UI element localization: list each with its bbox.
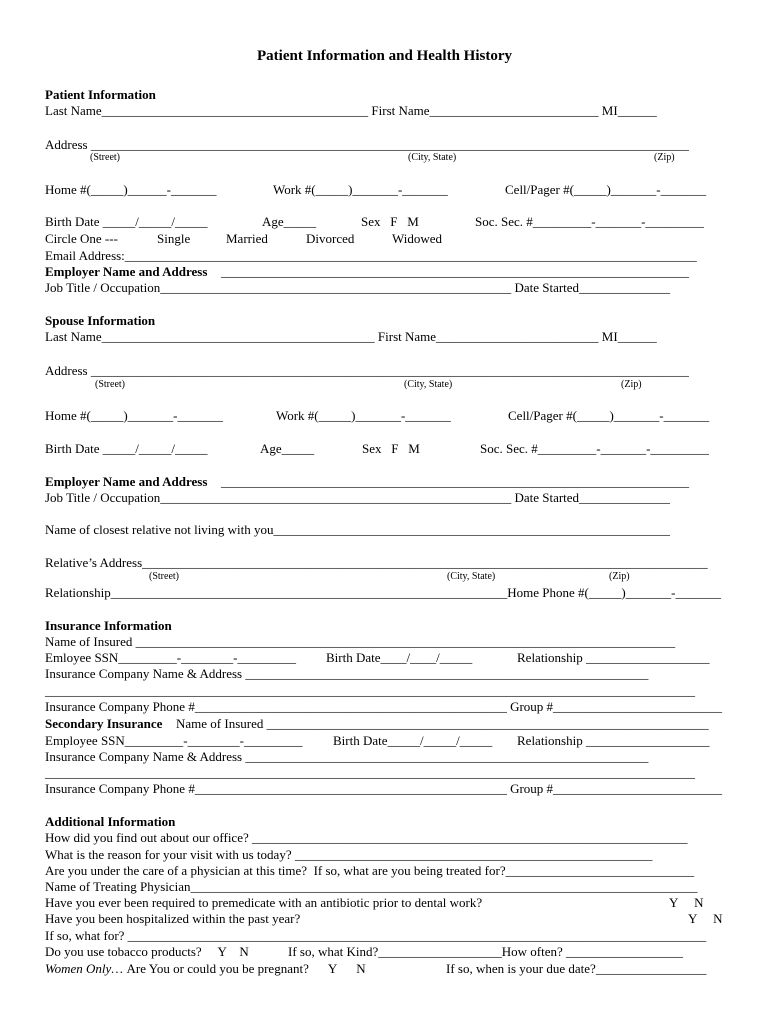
patient-name-line: Last Name_________________________________________ First Name__________________________ MI______ <box>45 103 657 118</box>
relative-street-label: (Street) <box>149 571 179 582</box>
form-title: Patient Information and Health History <box>257 48 512 64</box>
relative-city-label: (City, State) <box>447 571 496 582</box>
spouse-address-line: Address ____________________________________________________________________________________________ <box>45 363 689 378</box>
spouse-zip-label: (Zip) <box>621 379 642 390</box>
tobacco-kind-line: If so, what Kind?___________________How often? __________________ <box>288 944 684 959</box>
insured-name-line: Name of Insured ___________________________________________________________________________________ <box>45 634 676 649</box>
secondary-insured-line: Name of Insured ____________________________________________________________________ <box>176 716 709 731</box>
patient-email: Email Address:________________________________________________________________________________________ <box>45 248 697 263</box>
marital-divorced: Divorced <box>306 231 355 246</box>
hospitalized-reason-line: If so, what for? _________________________________________________________________________________________ <box>45 928 707 943</box>
relative-zip-label: (Zip) <box>609 571 630 582</box>
spouse-employer-line: ________________________________________________________________________ <box>221 474 689 489</box>
visit-reason-question: What is the reason for your visit with us today? _______________________________________________________ <box>45 847 653 862</box>
patient-cell-phone: Cell/Pager #(_____)_______-_______ <box>505 182 707 197</box>
women-only-label: Women Only… <box>45 961 123 976</box>
spouse-name-line: Last Name__________________________________________ First Name_________________________ MI______ <box>45 329 657 344</box>
due-date-line: If so, when is your due date?_________________ <box>446 961 707 976</box>
spouse-job-title: Job Title / Occupation______________________________________________________ Date Started______________ <box>45 490 671 505</box>
marital-married: Married <box>226 231 268 246</box>
pregnant-question: Are You or could you be pregnant? Y N <box>124 961 366 976</box>
patient-ssn: Soc. Sec. #_________-_______-_________ <box>475 214 704 229</box>
spouse-home-phone: Home #(_____)_______-_______ <box>45 408 224 423</box>
premedicate-yes-no: Y N <box>669 895 704 910</box>
patient-city-label: (City, State) <box>408 152 457 163</box>
secondary-blank-line: ____________________________________________________________________________________________________ <box>45 765 695 780</box>
patient-heading: Patient Information <box>45 87 156 102</box>
insured-relationship: Relationship ___________________ <box>517 650 710 665</box>
spouse-work-phone: Work #(_____)_______-_______ <box>276 408 451 423</box>
secondary-phone-line: Insurance Company Phone #________________________________________________ Group #__________________________ <box>45 781 723 796</box>
patient-home-phone: Home #(_____)______-_______ <box>45 182 217 197</box>
treating-physician-line: Name of Treating Physician______________________________________________________________________________ <box>45 879 698 894</box>
spouse-cell-phone: Cell/Pager #(_____)_______-_______ <box>508 408 710 423</box>
patient-age: Age_____ <box>262 214 317 229</box>
find-office-question: How did you find out about our office? ___________________________________________________________________ <box>45 830 688 845</box>
secondary-employee-ssn: Employee SSN_________-________-_________ <box>45 733 303 748</box>
insurance-company-line: Insurance Company Name & Address ______________________________________________________________ <box>45 666 649 681</box>
insured-birth-date: Birth Date____/____/_____ <box>326 650 473 665</box>
patient-employer-label: Employer Name and Address <box>45 264 208 279</box>
marital-widowed: Widowed <box>392 231 443 246</box>
spouse-employer-label: Employer Name and Address <box>45 474 208 489</box>
secondary-relationship: Relationship ___________________ <box>517 733 710 748</box>
spouse-age: Age_____ <box>260 441 315 456</box>
spouse-street-label: (Street) <box>95 379 125 390</box>
tobacco-question: Do you use tobacco products? Y N <box>45 944 249 959</box>
patient-work-phone: Work #(_____)_______-_______ <box>273 182 448 197</box>
spouse-birth-date: Birth Date _____/_____/_____ <box>45 441 208 456</box>
secondary-company-line: Insurance Company Name & Address ______________________________________________________________ <box>45 749 649 764</box>
hospitalized-yes-no: Y N <box>688 911 723 926</box>
spouse-sex: Sex F M <box>362 441 420 456</box>
additional-heading: Additional Information <box>45 814 176 829</box>
patient-sex: Sex F M <box>361 214 419 229</box>
patient-address-line: Address ____________________________________________________________________________________________ <box>45 137 689 152</box>
secondary-birth-date: Birth Date_____/_____/_____ <box>333 733 493 748</box>
relative-address-line: Relative’s Address_______________________________________________________________________________________ <box>45 555 708 570</box>
patient-job-title: Job Title / Occupation______________________________________________________ Date Started______________ <box>45 280 671 295</box>
secondary-insurance-label: Secondary Insurance <box>45 716 163 731</box>
insurance-heading: Insurance Information <box>45 618 172 633</box>
physician-care-question: Are you under the care of a physician at this time? If so, what are you being treated for?_____________________________ <box>45 863 695 878</box>
patient-zip-label: (Zip) <box>654 152 675 163</box>
patient-birth-date: Birth Date _____/_____/_____ <box>45 214 208 229</box>
spouse-heading: Spouse Information <box>45 313 156 328</box>
insurance-blank-line: ____________________________________________________________________________________________________ <box>45 683 695 698</box>
relative-relationship-line: Relationship_____________________________________________________________Home Phone #(_____)_______-_______ <box>45 585 721 600</box>
patient-street-label: (Street) <box>90 152 120 163</box>
closest-relative-line: Name of closest relative not living with you_____________________________________________________________ <box>45 522 671 537</box>
marital-single: Single <box>157 231 191 246</box>
patient-employer-line: ________________________________________________________________________ <box>221 264 689 279</box>
spouse-ssn: Soc. Sec. #_________-_______-_________ <box>480 441 709 456</box>
premedicate-question: Have you ever been required to premedicate with an antibiotic prior to dental work? <box>45 895 483 910</box>
hospitalized-question: Have you been hospitalized within the past year? <box>45 911 301 926</box>
employee-ssn-line: Emloyee SSN_________-________-_________ <box>45 650 296 665</box>
insurance-phone-line: Insurance Company Phone #________________________________________________ Group #__________________________ <box>45 699 723 714</box>
marital-circle-label: Circle One --- <box>45 231 118 246</box>
spouse-city-label: (City, State) <box>404 379 453 390</box>
